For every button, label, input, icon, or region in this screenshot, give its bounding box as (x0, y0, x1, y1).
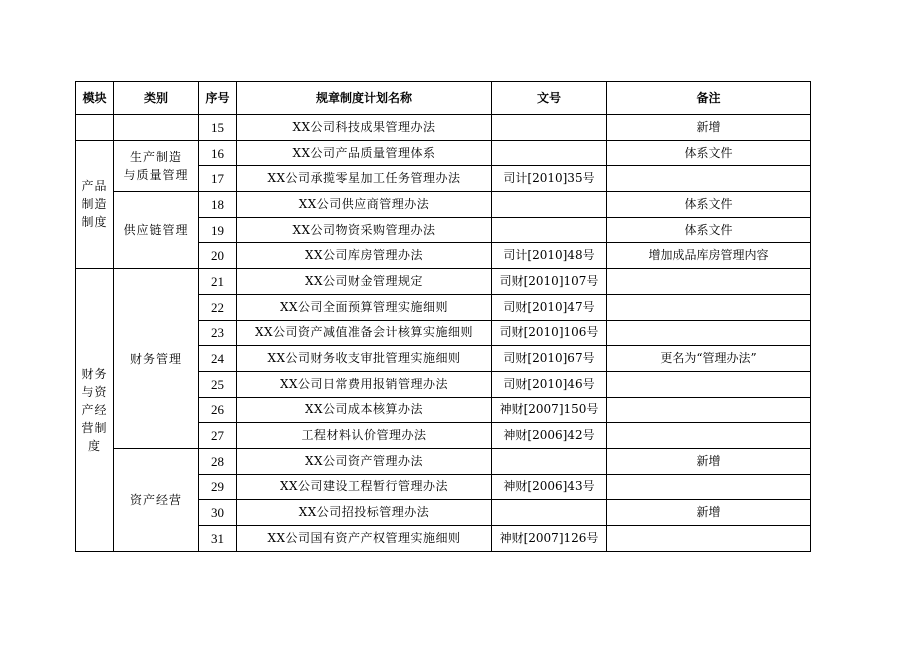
module-line: 制造 (81, 197, 108, 212)
seq-cell: 21 (199, 269, 237, 295)
seq-cell: 26 (199, 397, 237, 423)
note-cell: 更名为“管理办法” (607, 346, 811, 372)
header-category: 类别 (114, 82, 199, 115)
seq-cell: 15 (199, 115, 237, 141)
category-line: 与质量管理 (123, 167, 189, 182)
title-cell: XX公司科技成果管理办法 (237, 115, 492, 141)
title-cell: XX公司资产管理办法 (237, 448, 492, 474)
seq-cell: 16 (199, 140, 237, 166)
seq-cell: 28 (199, 448, 237, 474)
title-cell: XX公司建设工程暂行管理办法 (237, 474, 492, 500)
seq-cell: 23 (199, 320, 237, 346)
table-row (76, 192, 811, 218)
module-line: 制度 (81, 215, 108, 230)
note-cell: 体系文件 (607, 140, 811, 166)
title-cell: 工程材料认价管理办法 (237, 423, 492, 449)
table-row (76, 140, 811, 166)
title-cell: XX公司产品质量管理体系 (237, 140, 492, 166)
header-module: 模块 (76, 82, 114, 115)
docno-cell: 司财[2010]46号 (492, 371, 607, 397)
module-line: 营制 (81, 420, 108, 435)
seq-cell: 19 (199, 217, 237, 243)
category-cell-asset-operation (114, 448, 199, 551)
docno-cell (492, 115, 607, 141)
note-cell (607, 397, 811, 423)
docno-cell: 司计[2010]35号 (492, 166, 607, 192)
category-cell-production (114, 140, 199, 191)
table-row (76, 115, 811, 141)
docno-cell: 神财[2007]150号 (492, 397, 607, 423)
note-cell (607, 320, 811, 346)
seq-cell: 20 (199, 243, 237, 269)
docno-cell (492, 500, 607, 526)
note-cell: 体系文件 (607, 217, 811, 243)
seq-cell: 22 (199, 294, 237, 320)
note-cell (607, 166, 811, 192)
seq-cell: 18 (199, 192, 237, 218)
category-line: 生产制造 (129, 149, 182, 164)
category-line: 供应链管理 (123, 223, 189, 238)
docno-cell: 神财[2006]42号 (492, 423, 607, 449)
title-cell: XX公司国有资产产权管理实施细则 (237, 526, 492, 552)
title-cell: XX公司成本核算办法 (237, 397, 492, 423)
regulation-plan-table (75, 81, 811, 552)
docno-cell: 司财[2010]67号 (492, 346, 607, 372)
docno-cell: 神财[2007]126号 (492, 526, 607, 552)
title-cell: XX公司物资采购管理办法 (237, 217, 492, 243)
category-cell-empty (114, 115, 199, 141)
category-line: 财务管理 (129, 351, 182, 366)
title-cell: XX公司财金管理规定 (237, 269, 492, 295)
title-cell: XX公司供应商管理办法 (237, 192, 492, 218)
seq-cell: 31 (199, 526, 237, 552)
note-cell: 新增 (607, 115, 811, 141)
docno-cell: 神财[2006]43号 (492, 474, 607, 500)
seq-cell: 29 (199, 474, 237, 500)
docno-cell: 司财[2010]107号 (492, 269, 607, 295)
title-cell: XX公司承揽零星加工任务管理办法 (237, 166, 492, 192)
note-cell (607, 423, 811, 449)
table-row (76, 448, 811, 474)
note-cell: 新增 (607, 448, 811, 474)
docno-cell (492, 192, 607, 218)
title-cell: XX公司库房管理办法 (237, 243, 492, 269)
seq-cell: 17 (199, 166, 237, 192)
title-cell: XX公司招投标管理办法 (237, 500, 492, 526)
module-line: 度 (87, 438, 101, 453)
docno-cell: 司财[2010]47号 (492, 294, 607, 320)
docno-cell: 司财[2010]106号 (492, 320, 607, 346)
title-cell: XX公司全面预算管理实施细则 (237, 294, 492, 320)
header-seq: 序号 (199, 82, 237, 115)
header-row (76, 82, 811, 115)
category-line: 资产经营 (129, 492, 182, 507)
note-cell (607, 526, 811, 552)
module-line: 产品 (81, 179, 108, 194)
header-docno: 文号 (492, 82, 607, 115)
table-row (76, 269, 811, 295)
note-cell: 新增 (607, 500, 811, 526)
category-cell-financial-management (114, 269, 199, 449)
module-line: 与资 (81, 384, 108, 399)
module-line: 产经 (81, 402, 108, 417)
module-line: 财务 (81, 366, 108, 381)
docno-cell (492, 217, 607, 243)
title-cell: XX公司财务收支审批管理实施细则 (237, 346, 492, 372)
header-title: 规章制度计划名称 (237, 82, 492, 115)
note-cell (607, 474, 811, 500)
module-cell-product (76, 140, 114, 268)
seq-cell: 30 (199, 500, 237, 526)
seq-cell: 27 (199, 423, 237, 449)
seq-cell: 24 (199, 346, 237, 372)
module-cell-empty (76, 115, 114, 141)
docno-cell: 司计[2010]48号 (492, 243, 607, 269)
note-cell (607, 371, 811, 397)
category-cell-supply-chain (114, 192, 199, 269)
header-note: 备注 (607, 82, 811, 115)
title-cell: XX公司资产减值准备会计核算实施细则 (237, 320, 492, 346)
title-cell: XX公司日常费用报销管理办法 (237, 371, 492, 397)
note-cell (607, 294, 811, 320)
module-cell-finance (76, 269, 114, 552)
docno-cell (492, 140, 607, 166)
note-cell: 体系文件 (607, 192, 811, 218)
note-cell: 增加成品库房管理内容 (607, 243, 811, 269)
seq-cell: 25 (199, 371, 237, 397)
docno-cell (492, 448, 607, 474)
note-cell (607, 269, 811, 295)
